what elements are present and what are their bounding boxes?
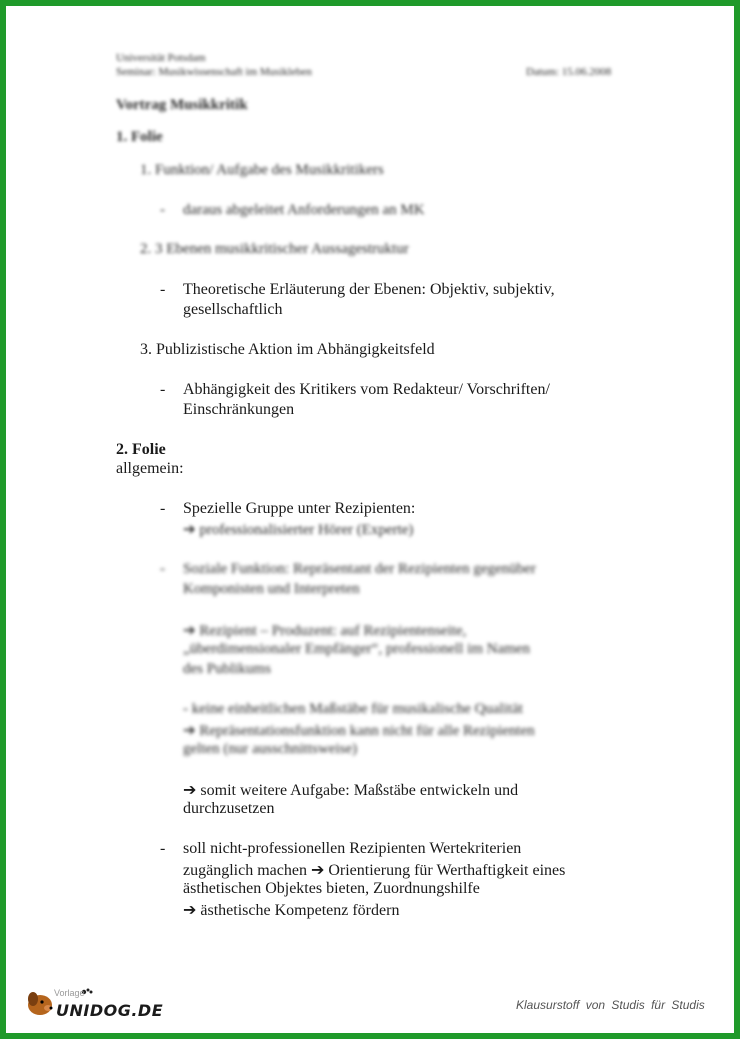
folie2-b2-p2-line2: ➔ Repräsentationsfunktion kann nicht für alle Rezipienten <box>183 723 535 739</box>
folie2-b2-p3-line1: ➔ somit weitere Aufgabe: Maßstäbe entwickeln und <box>183 782 519 799</box>
folie1-item3-dash: - <box>160 381 166 398</box>
header-date: Datum: 15.06.2008 <box>526 66 612 78</box>
folie1-item1: 1. Funktion/ Aufgabe des Musikkritikers <box>140 162 384 178</box>
folie2-b2-dash: - <box>160 561 165 577</box>
folie2-b2-p2-line3: gelten (nur ausschnittsweise) <box>183 741 358 757</box>
folie2-b1-line1: Spezielle Gruppe unter Rezipienten: <box>183 500 416 517</box>
folie2-b3-line3: ästhetischen Objektes bieten, Zuordnungshilfe <box>183 880 480 897</box>
folie2-intro: allgemein: <box>116 460 184 477</box>
folie2-b2-p1-line1: ➔ Rezipient – Produzent: auf Rezipientenseite, <box>183 623 467 639</box>
folie1-item3: 3. Publizistische Aktion im Abhängigkeitsfeld <box>140 341 435 358</box>
folie1-heading: 1. Folie <box>116 129 163 145</box>
folie2-b3-line1: soll nicht-professionellen Rezipienten Wertekriterien <box>183 840 522 857</box>
folie2-b1-dash: - <box>160 500 166 517</box>
folie2-b2-line1: Soziale Funktion: Repräsentant der Rezipienten gegenüber <box>183 561 536 577</box>
folie1-item1-dash: - <box>160 202 165 218</box>
folie2-b2-p3-line2: durchzusetzen <box>183 800 275 817</box>
folie2-b3-line2: zugänglich machen ➔ Orientierung für Werthaftigkeit eines <box>183 862 566 879</box>
folie1-item2: 2. 3 Ebenen musikkritischer Aussagestruktur <box>140 241 409 257</box>
folie2-b2-p1-line2: „überdimensionaler Empfänger“, professionell im Namen <box>183 641 530 657</box>
folie2-heading: 2. Folie <box>116 441 166 458</box>
folie1-item3-sub-line1: Abhängigkeit des Kritikers vom Redakteur/ Vorschriften/ <box>183 381 550 398</box>
folie2-b3-dash: - <box>160 840 166 857</box>
folie1-item2-dash: - <box>160 281 166 298</box>
folie2-b1-line2: ➔ professionalisierter Hörer (Experte) <box>183 522 414 538</box>
folie2-b2-line2: Komponisten und Interpreten <box>183 581 360 597</box>
folie1-item1-sub: daraus abgeleitet Anforderungen an MK <box>183 202 425 218</box>
folie1-item2-sub-line2: gesellschaftlich <box>183 301 283 318</box>
header-seminar: Seminar: Musikwissenschaft im Musikleben <box>116 66 312 78</box>
logo-text[interactable]: UNIDOG.DE <box>56 1001 164 1020</box>
header-university: Universität Potsdam <box>116 52 206 64</box>
folie2-b3-line4: ➔ ästhetische Kompetenz fördern <box>183 902 400 919</box>
folie1-item3-sub-line2: Einschränkungen <box>183 401 295 418</box>
doc-title: Vortrag Musikkritik <box>116 97 248 113</box>
footer-tagline: Klausurstoff von Studis für Studis <box>516 998 705 1012</box>
logo-small-text: Vorlage <box>54 988 85 998</box>
folie1-item2-sub-line1: Theoretische Erläuterung der Ebenen: Objektiv, subjektiv, <box>183 281 555 298</box>
folie2-b2-p2-line1: - keine einheitlichen Maßstäbe für musikalische Qualität <box>183 701 523 717</box>
folie2-b2-p1-line3: des Publikums <box>183 661 271 677</box>
